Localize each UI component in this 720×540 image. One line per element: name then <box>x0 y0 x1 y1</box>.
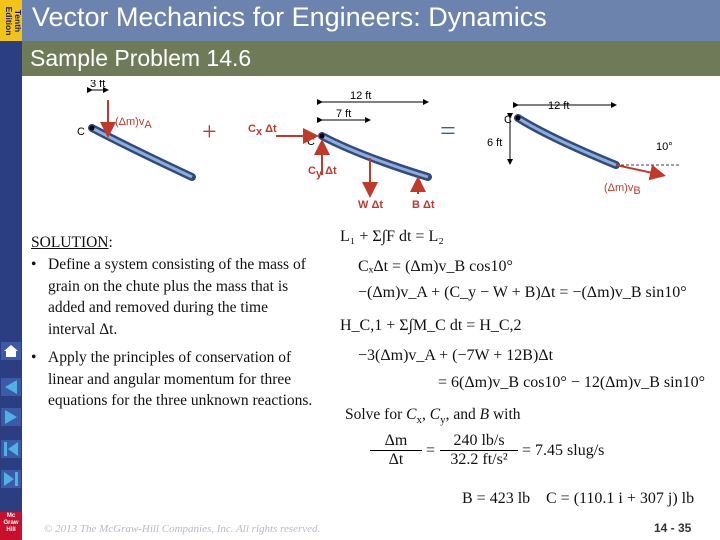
solve-var-cx: C <box>406 406 417 423</box>
solve-and: , and <box>445 406 476 423</box>
rate-denominator: 32.2 ft/s² <box>440 450 518 469</box>
force-label-b: B Δt <box>412 199 435 211</box>
solve-prefix: Solve for <box>345 406 403 423</box>
pin-c-left <box>90 126 95 131</box>
home-icon[interactable] <box>1 342 21 360</box>
solution-heading-colon: : <box>108 234 113 251</box>
bullet-text: Define a system consisting of the mass of grain on the chute plus the mass that is added and removed during the time interval Δt. <box>48 256 306 338</box>
solve-with: with <box>492 406 521 423</box>
last-slide-icon[interactable] <box>1 470 21 488</box>
publisher-logo <box>0 512 22 540</box>
force-label-w: W Δt <box>358 199 384 211</box>
rate-lhs-denominator: Δt <box>370 450 422 469</box>
dim-12ft-right: 12 ft <box>548 100 570 112</box>
rate-result: = 7.45 slug/s <box>522 442 605 459</box>
solve-statement: Solve for $C_x$, $C_y$, and B with <box>345 406 521 427</box>
equation-moment-lhs: −3(Δm)v_A + (−7W + 12B)Δt <box>358 347 554 364</box>
dim-12ft-middle: 12 ft <box>350 90 372 102</box>
point-c-middle: C <box>307 136 315 148</box>
dim-7ft: 7 ft <box>336 108 352 120</box>
previous-slide-icon[interactable] <box>1 378 21 396</box>
rate-rhs-fraction <box>440 432 518 469</box>
bullet-dot: • <box>31 349 37 366</box>
solution-bullet-1 <box>31 254 321 344</box>
solution-heading-text: SOLUTION <box>31 234 109 251</box>
solution-heading <box>31 232 113 254</box>
pin-c-middle <box>320 134 325 139</box>
solve-var-cy-sub: y <box>440 414 446 427</box>
equation-angular-momentum: H_C,1 + Σ∫M_C dt = H_C,2 <box>340 317 522 334</box>
equations-block <box>338 222 718 427</box>
point-c-left: C <box>77 126 85 138</box>
momentum-label-b: (Δm)vB <box>604 182 641 197</box>
edition-line1: Tenth <box>13 9 23 33</box>
rate-lhs-fraction <box>370 432 422 469</box>
edition-line2: Edition <box>4 6 14 36</box>
angle-10deg: 10° <box>656 141 673 153</box>
copyright-footer: © 2013 The McGraw-Hill Companies, Inc. All rights reserved. <box>44 523 321 535</box>
force-arrow-vb <box>616 165 662 175</box>
edition-label <box>2 1 22 41</box>
solve-var-b: B <box>479 406 490 423</box>
equation-y-component: −(Δm)v_A + (C_y − W + B)Δt = −(Δm)v_B sin10° <box>358 284 687 301</box>
dim-6ft: 6 ft <box>487 137 503 149</box>
solution-bullet-2 <box>31 347 321 437</box>
rate-numerator: 240 lb/s <box>453 432 505 449</box>
plus-sign: + <box>202 117 217 146</box>
dim-3ft: 3 ft <box>90 80 106 90</box>
logo-text: Mc Graw Hill <box>3 513 19 533</box>
equation-moment-rhs: = 6(Δm)v_B cos10° − 12(Δm)v_B sin10° <box>438 374 705 391</box>
rate-equals: = <box>426 442 436 459</box>
page-number: 14 - 35 <box>654 521 692 535</box>
first-slide-icon[interactable] <box>1 440 21 458</box>
momentum-label-a: (Δm)vA <box>115 116 152 131</box>
next-slide-icon[interactable] <box>1 408 21 426</box>
bullet-text: Apply the principles of conservation of linear and angular momentum for three equations for the three unknown reactions. <box>48 349 313 409</box>
equals-sign: = <box>440 116 456 147</box>
pin-c-right <box>516 116 521 121</box>
force-label-cx: Cx Δt <box>248 123 277 138</box>
page-title: Vector Mechanics for Engineers: Dynamics <box>32 2 547 32</box>
point-c-right: C <box>504 114 512 126</box>
bullet-dot: • <box>31 256 37 273</box>
rate-lhs-numerator: Δm <box>384 432 408 449</box>
problem-title: Sample Problem 14.6 <box>30 45 252 71</box>
solve-var-cy: C <box>429 406 441 423</box>
equation-x-component: CₓΔt = (Δm)v_B cos10° <box>358 258 513 275</box>
force-label-cy: Cy Δt <box>308 165 337 180</box>
result-b: B = 423 lb <box>462 490 531 507</box>
equation-linear-momentum: L₁ + Σ∫F dt = L₂ <box>340 228 444 245</box>
solve-var-cx-sub: x <box>416 414 422 427</box>
momentum-diagram <box>60 80 720 215</box>
sidebar <box>0 41 22 540</box>
result-c: C = (110.1 i + 307 j) lb <box>546 490 695 507</box>
